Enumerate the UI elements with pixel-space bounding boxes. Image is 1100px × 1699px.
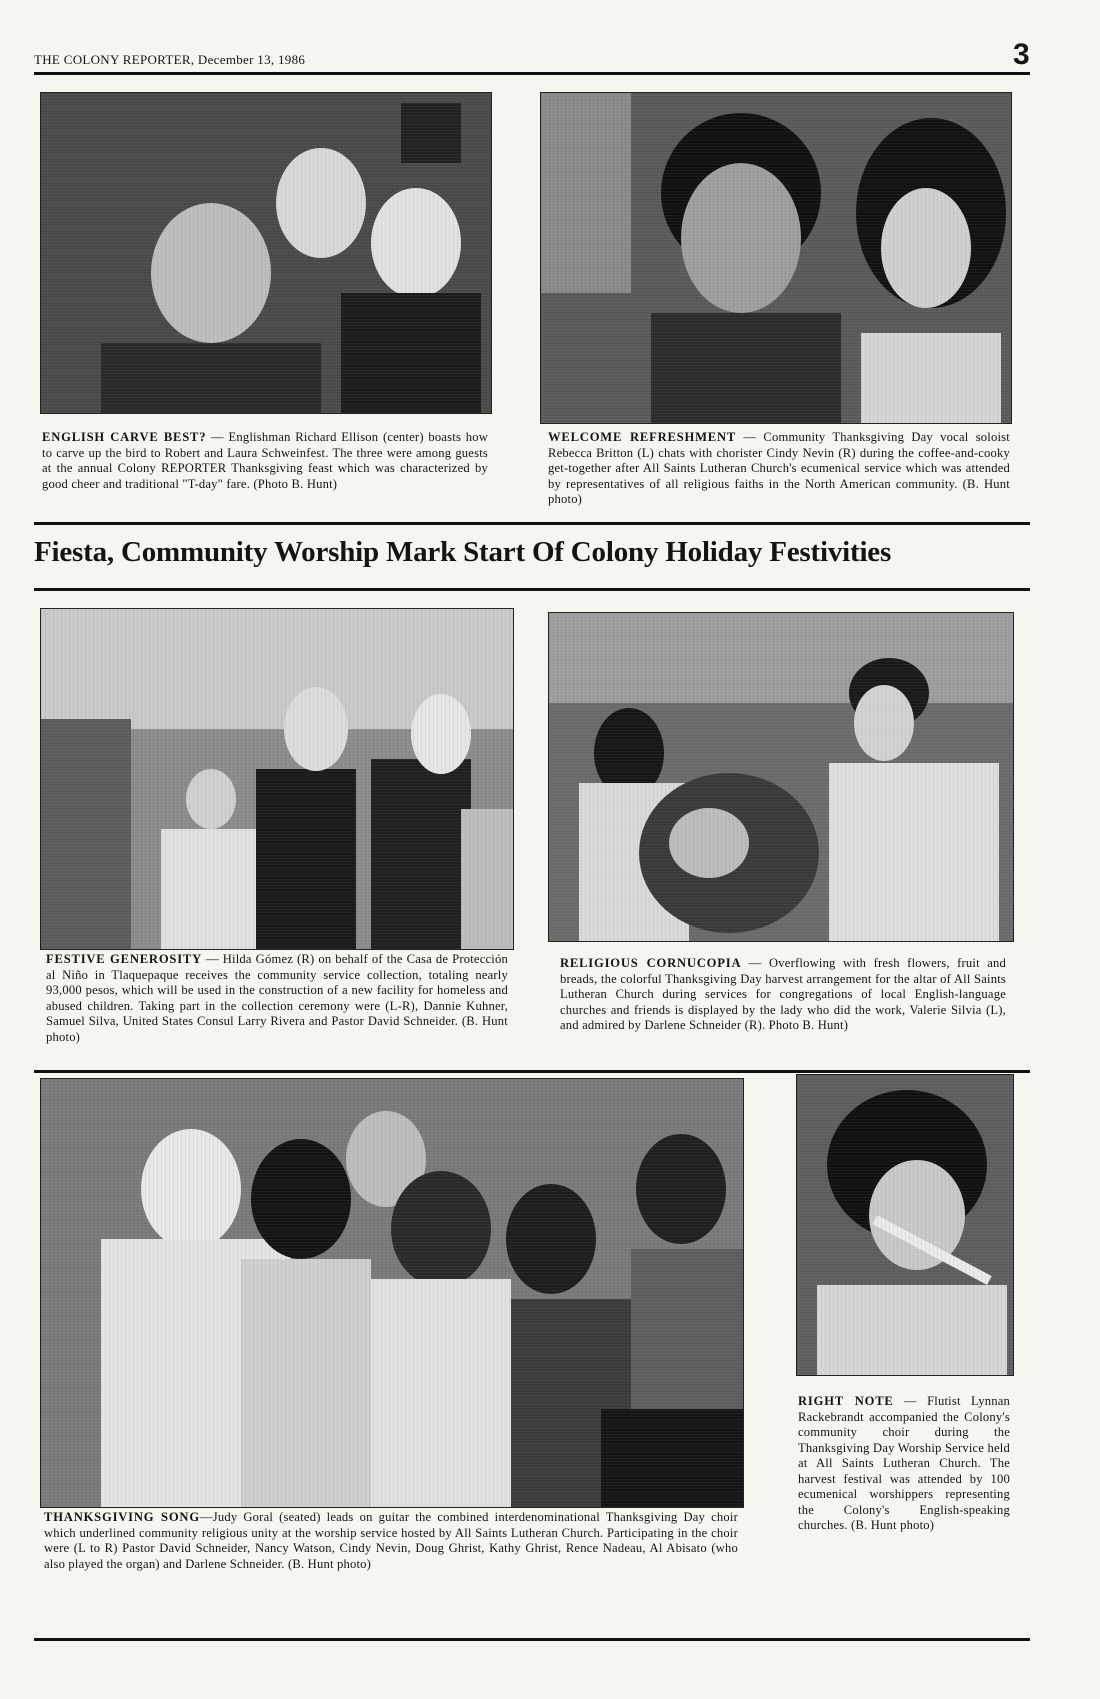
section-rule-top bbox=[34, 522, 1030, 525]
caption-body: — Englishman Richard Ellison (center) boasts how to carve up the bird to Robert and Laura Schweinfest. The three were among guests at the annual Colony REPORTER Thanksgiving feast which was characterized by good cheer and traditional "T-day" fare. (Photo B. Hunt) bbox=[42, 430, 489, 491]
photo-festive-generosity bbox=[40, 608, 514, 950]
caption-religious-cornucopia bbox=[560, 956, 1006, 1034]
caption-festive-generosity bbox=[46, 952, 508, 1045]
caption-lead: ENGLISH CARVE BEST? bbox=[42, 430, 207, 444]
masthead bbox=[34, 38, 1030, 71]
caption-body: — Community Thanksgiving Day vocal soloist Rebecca Britton (L) chats with chorister Cindy Nevin (R) during the coffee-and-cooky get-together after All Saints Lutheran Church's ecumenical service which was attended by representatives of all religious faiths in the North American community. (B. Hunt photo) bbox=[548, 430, 1010, 506]
caption-thanksgiving-song bbox=[44, 1510, 738, 1572]
headline-rule bbox=[34, 588, 1030, 591]
section-rule-middle bbox=[34, 1070, 1030, 1073]
caption-body: — Flutist Lynnan Rackebrandt accompanied the Colony's community choir during the Thanksgiving Day Worship Service held at All Saints Lutheran Church. The harvest festival was attended by 100 ecumenical worshippers representing the Colony's English-speaking churches. (B. Hunt photo) bbox=[798, 1394, 1010, 1532]
caption-body: —Judy Goral (seated) leads on guitar the combined interdenominational Thanksgiving Day choir which underlined community religious unity at the worship service hosted by All Saints Lutheran Church. Participating in the choir were (L to R) Pastor David Schneider, Nancy Watson, Cindy Nevin, Doug Ghrist, Kathy Ghrist, Rence Nadeau, Al Abisato (who also played the organ) and Darlene Schneider. (B. Hunt photo) bbox=[44, 1510, 738, 1571]
photo-welcome-refreshment bbox=[540, 92, 1012, 424]
page-number: 3 bbox=[1013, 38, 1030, 71]
caption-english-carve bbox=[42, 430, 488, 492]
caption-lead: WELCOME REFRESHMENT bbox=[548, 430, 737, 444]
photo-english-carve bbox=[40, 92, 492, 414]
photo-thanksgiving-song bbox=[40, 1078, 744, 1508]
photo-religious-cornucopia bbox=[548, 612, 1014, 942]
caption-right-note bbox=[798, 1394, 1010, 1534]
bottom-rule bbox=[34, 1638, 1030, 1641]
caption-lead: RIGHT NOTE bbox=[798, 1394, 894, 1408]
caption-welcome-refreshment bbox=[548, 430, 1010, 508]
page-headline: Fiesta, Community Worship Mark Start Of Colony Holiday Festivities bbox=[34, 536, 892, 568]
caption-lead: FESTIVE GENEROSITY bbox=[46, 952, 203, 966]
caption-lead: RELIGIOUS CORNUCOPIA bbox=[560, 956, 742, 970]
caption-body: — Overflowing with fresh flowers, fruit and breads, the colorful Thanksgiving Day harvest arrangement for the altar of All Saints Lutheran Church during services for congregations of local English-language churches and friends is displayed by the lady who did the work, Valerie Silvia (L), and admired by Darlene Schneider (R). Photo B. Hunt) bbox=[560, 956, 1007, 1032]
masthead-title: THE COLONY REPORTER, December 13, 1986 bbox=[34, 52, 306, 67]
caption-body: — Hilda Gómez (R) on behalf of the Casa de Protección al Niño in Tlaquepaque receives the community service collection, totaling nearly 93,000 pesos, which will be used in the construction of a new facility for homeless and abused children. Taking part in the collection ceremony were (L-R), Dannie Kuhner, Samuel Silva, United States Consul Larry Rivera and Pastor David Schneider. (B. Hunt photo) bbox=[46, 952, 508, 1044]
masthead-rule bbox=[34, 72, 1030, 75]
photo-right-note bbox=[796, 1074, 1014, 1376]
caption-lead: THANKSGIVING SONG bbox=[44, 1510, 200, 1524]
